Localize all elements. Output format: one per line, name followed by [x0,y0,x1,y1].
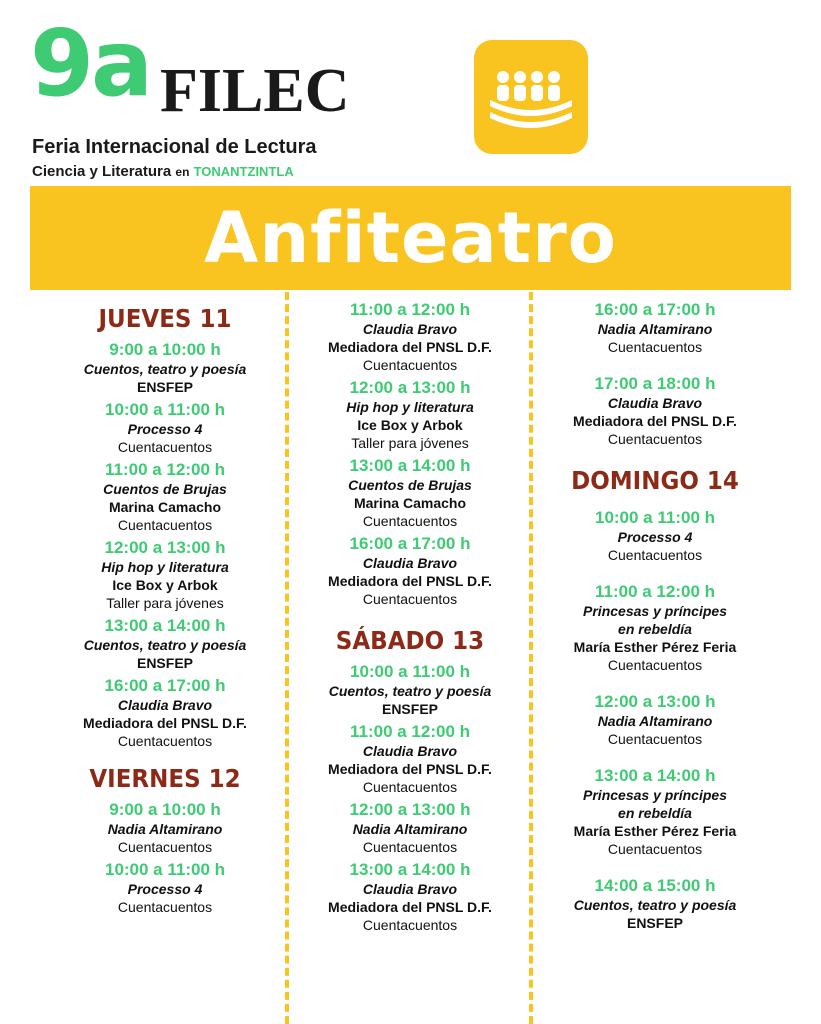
event-time: 13:00 a 14:00 h [349,860,471,879]
schedule-column-1 [40,300,290,920]
schedule-event [285,300,535,374]
event-type: Cuentacuentos [607,731,703,747]
logo-subtitle-line2 [32,163,294,180]
event-type: Cuentacuentos [607,841,703,857]
schedule-event [285,722,535,796]
schedule-event [40,616,290,672]
event-time: 10:00 a 11:00 h [104,400,226,419]
event-time: 11:00 a 12:00 h [104,460,226,479]
event-type: Cuentacuentos [607,431,703,447]
event-title: Cuentos, teatro y poesía [83,361,247,377]
event-title: Nadia Altamirano [352,821,468,837]
event-time: 17:00 a 18:00 h [594,374,716,393]
event-presenter: ENSFEP [136,655,193,671]
event-presenter: Marina Camacho [108,499,222,515]
event-presenter: Mediadora del PNSL D.F. [328,573,492,589]
day-heading: SÁBADO 13 [335,626,485,655]
schedule-event [285,456,535,530]
event-type: Cuentacuentos [362,357,458,373]
day-heading: VIERNES 12 [89,764,241,793]
schedule-event [285,800,535,856]
event-presenter: Marina Camacho [353,495,467,511]
logo-edition: 9a [30,10,151,117]
logo-subtitle-line1: Feria Internacional de Lectura [32,136,317,158]
event-time: 13:00 a 14:00 h [104,616,226,635]
schedule-column-2 [285,300,535,938]
event-title: Claudia Bravo [607,395,703,411]
schedule-event [40,460,290,534]
event-time: 16:00 a 17:00 h [349,534,471,553]
schedule-event [530,876,780,932]
event-title: Cuentos de Brujas [103,481,227,497]
event-title: Processo 4 [127,881,203,897]
event-presenter: Mediadora del PNSL D.F. [328,899,492,915]
event-title: Princesas y príncipes [583,787,727,803]
event-presenter: ENSFEP [136,379,193,395]
event-time: 9:00 a 10:00 h [109,800,221,819]
event-title-line2: en rebeldía [618,805,692,821]
schedule-event [40,400,290,456]
logo-subtitle-part-a: Ciencia y Literatura [32,163,172,180]
event-title: Nadia Altamirano [597,321,713,337]
event-type: Cuentacuentos [362,513,458,529]
event-title: Cuentos de Brujas [348,477,472,493]
event-title: Nadia Altamirano [597,713,713,729]
event-title: Claudia Bravo [117,697,213,713]
event-title: Claudia Bravo [362,881,458,897]
schedule-event [285,378,535,452]
event-time: 11:00 a 12:00 h [349,722,471,741]
logo-subtitle-part-c: TONANTZINTLA [193,164,294,179]
event-title: Cuentos, teatro y poesía [328,683,492,699]
schedule-column-3 [530,300,780,936]
schedule-event [530,692,780,748]
event-type: Cuentacuentos [362,917,458,933]
event-time: 12:00 a 13:00 h [594,692,716,711]
logo-subtitle-part-b: en [175,165,190,179]
event-time: 12:00 a 13:00 h [349,378,471,397]
schedule-event [40,538,290,612]
schedule-event [530,582,780,674]
logo-name: FILEC [160,57,350,125]
event-presenter: María Esther Pérez Feria [573,639,737,655]
schedule-event [530,766,780,858]
event-type: Cuentacuentos [117,517,213,533]
event-presenter: Ice Box y Arbok [112,577,218,593]
event-presenter: Mediadora del PNSL D.F. [328,761,492,777]
event-time: 11:00 a 12:00 h [349,300,471,319]
event-title: Claudia Bravo [362,743,458,759]
event-type: Taller para jóvenes [106,595,224,611]
event-time: 10:00 a 11:00 h [594,508,716,527]
event-title: Cuentos, teatro y poesía [573,897,737,913]
event-presenter: Mediadora del PNSL D.F. [573,413,737,429]
venue-banner [30,186,791,290]
schedule-event [40,676,290,750]
event-title: Nadia Altamirano [107,821,223,837]
schedule-event [530,508,780,564]
schedule-event [40,340,290,396]
event-type: Taller para jóvenes [351,435,469,451]
event-type: Cuentacuentos [607,339,703,355]
event-presenter: Ice Box y Arbok [357,417,463,433]
schedule-event [285,860,535,934]
event-presenter: ENSFEP [626,915,683,931]
event-presenter: María Esther Pérez Feria [573,823,737,839]
event-type: Cuentacuentos [607,657,703,673]
event-type: Cuentacuentos [362,839,458,855]
event-title: Claudia Bravo [362,321,458,337]
venue-title: Anfiteatro [204,197,617,279]
schedule-event [530,300,780,356]
event-type: Cuentacuentos [117,839,213,855]
schedule-event [40,800,290,856]
amphitheater-people-icon [474,40,588,154]
festival-logo [30,10,390,180]
event-presenter: ENSFEP [381,701,438,717]
event-time: 14:00 a 15:00 h [594,876,716,895]
schedule-event [285,662,535,718]
event-presenter: Mediadora del PNSL D.F. [328,339,492,355]
event-time: 12:00 a 13:00 h [104,538,226,557]
event-time: 10:00 a 11:00 h [104,860,226,879]
event-presenter: Mediadora del PNSL D.F. [83,715,247,731]
event-title: Princesas y príncipes [583,603,727,619]
event-title-line2: en rebeldía [618,621,692,637]
schedule-event [285,534,535,608]
schedule-event [530,374,780,448]
event-time: 13:00 a 14:00 h [349,456,471,475]
event-type: Cuentacuentos [362,779,458,795]
event-title: Cuentos, teatro y poesía [83,637,247,653]
day-heading: JUEVES 11 [98,304,232,333]
event-title: Hip hop y literatura [346,399,474,415]
event-title: Claudia Bravo [362,555,458,571]
event-title: Processo 4 [127,421,203,437]
event-time: 13:00 a 14:00 h [594,766,716,785]
event-type: Cuentacuentos [117,733,213,749]
event-time: 10:00 a 11:00 h [349,662,471,681]
event-type: Cuentacuentos [117,899,213,915]
event-time: 11:00 a 12:00 h [594,582,716,601]
event-title: Processo 4 [617,529,693,545]
event-time: 9:00 a 10:00 h [109,340,221,359]
day-heading: DOMINGO 14 [571,466,739,495]
schedule-event [40,860,290,916]
event-time: 12:00 a 13:00 h [349,800,471,819]
event-title: Hip hop y literatura [101,559,229,575]
event-time: 16:00 a 17:00 h [104,676,226,695]
event-type: Cuentacuentos [117,439,213,455]
event-time: 16:00 a 17:00 h [594,300,716,319]
event-type: Cuentacuentos [607,547,703,563]
event-type: Cuentacuentos [362,591,458,607]
